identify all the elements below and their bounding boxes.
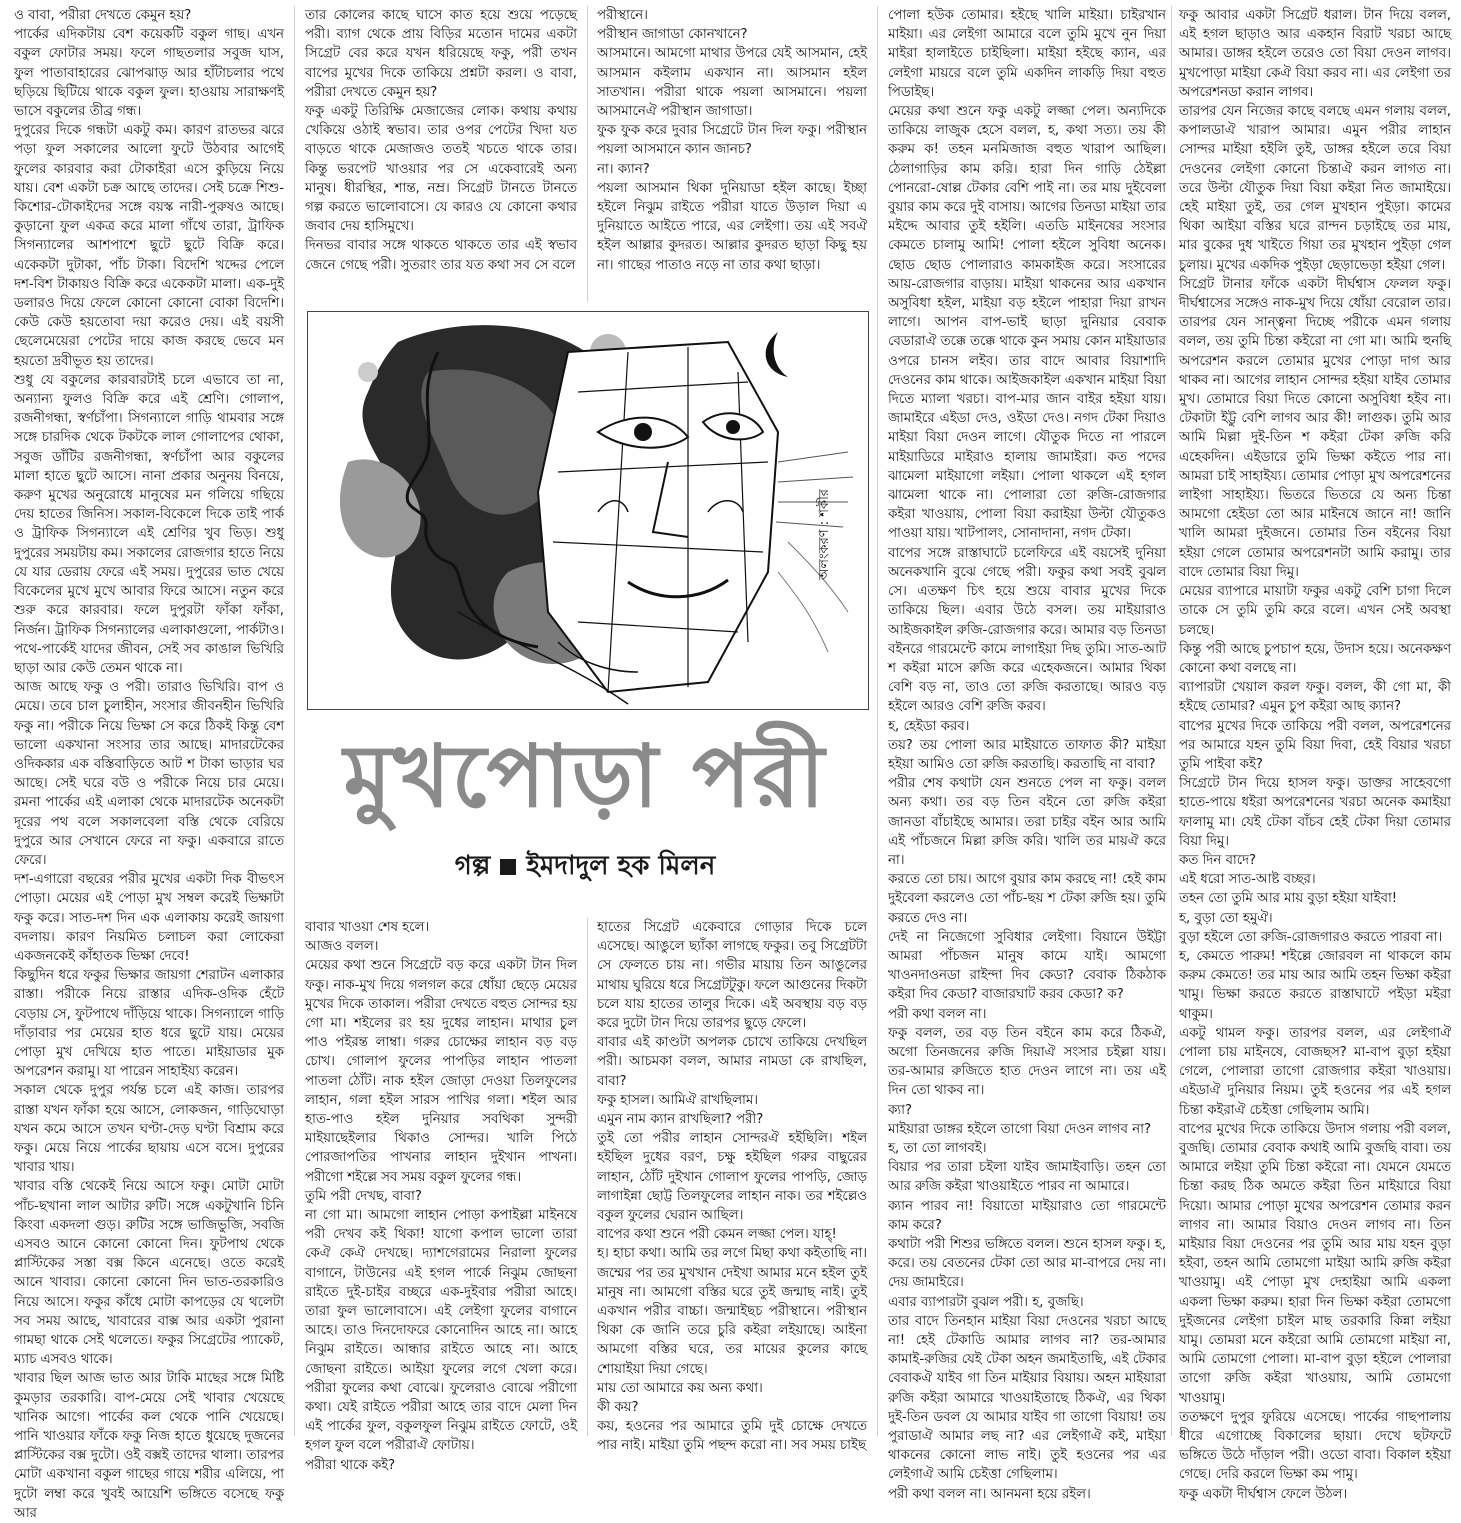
column-divider [877,6,878,1436]
paragraph: বাবার খাওয়া শেষ হলে। [305,920,430,935]
article-column-1 [14,6,284,1521]
paragraph: ও বাবা, পরীরা দেখতে কেমুন হয়? [14,8,192,23]
paragraph: তার কোলের কাছে ঘাসে কাত হয়ে শুয়ে পড়েছে পরী। ব্যাগ থেকে প্রায় বিড়ির মতোন দামের একটা সিগ্রেট বের করে যখন ধরিয়েছে ফকু, পরী তখন বাপের মুখের দিকে তাকিয়ে প্রশ্নটা করল। ও বাবা, পরীরা দেখতে কেমুন হয়? [305,8,577,100]
paragraph: বাপের কথা শুনে পরী কেমন লজ্জা পেল। যাহ্! [597,1227,837,1243]
paragraph: কত দিন বাদে? [1179,852,1257,868]
paragraph: আজ আছে ফকু ও পরী। তারাও ভিখিরি। বাপ ও মেয়ে। তবে চাল চুলাহীন, সংসার জীবনহীন ভিখিরি ফকু না। পরীকে নিয়ে ভিক্ষা সে করে ঠিকই কিন্তু বেশ ভালো একখানা সংসার তার আছে। মাদারটেকের ওদিককার এক বস্তিবাড়িতে আট শ টাকা ভাড়ার ঘর আছে। সেই ঘরে বউ ও পরীকে নিয়ে চার মেয়ে। রমনা পার্কের এই এলাকা থেকে মাদারটেক অনেকটা দূরের পথ বলে সকালবেলা বস্তি থেকে বেরিয়ে দুপুরে আর সেখানে ফেরে না ফকু। একবারে রাতে ফেরে। [14,680,284,868]
paragraph: হ, হেইডা করব। [888,718,970,734]
paragraph: হ, তা তো লাগবই। [888,1140,987,1156]
paragraph: কয়, হওনের পর আমারে তুমি দুই চোক্ষে দেখতে পার নাই। মাইয়া তুমি পছন্দ করো না। সব সময় চাইছ [597,1419,867,1454]
genre-label: গল্প [454,851,491,881]
article-column-5 [1179,6,1451,1502]
illustration-credit: অলংকরণ : শকীর [817,489,832,580]
paragraph: তুই তো পরীর লাহান সোন্দরঐ হইছিলি। শইল হইছিল দুধের বরণ, চক্ষু হইছিল গরুর বাছুরের লাহান, ঠোঁট দুইখান গোলাপ ফুলের পাপড়ি, জোড় লাগাইন্না ছোট্ট তিলফুলের লাহান নাক। তর শইল্লেও বকুল ফুলের ঘেরান আছিল। [597,1131,867,1224]
paragraph: মেয়ের কথা শুনে সিগ্রেটে বড় করে একটা টান দিল ফকু। নাক-মুখ দিয়ে গলগল করে ধোঁয়া ছেড়ে মেয়ের মুখের দিকে তাকাল। পরীরা দেখতে বহুত সোন্দর হয় গো মা। শইলের রং হয় দুধের লাহান। মাথার চুল পাও পইরন্ত লাম্বা। গরুর চোক্ষের লাহান বড় বড় চোখ। গোলাপ ফুলের পাপড়ির লাহান পাতলা পাতলা ঠোঁট। নাক হইল জোড়া দেওয়া তিলফুলের লাহান, গলা হইল সারস পাখির গলা। শইল আর হাত-পাও হইল দুনিয়ার সবথিকা সুন্দরী মাইয়াছেইলার থিকাও সোন্দর। খালি পিঠে পোরজাপতির পাখনার লাহান দুইখান পাখনা। পরীগো শইল্লে সব সময় বকুল ফুলের গন্ধ। [305,958,577,1185]
paragraph: দশ-এগারো বছরের পরীর মুখের একটা দিক বীভৎস পোড়া। মেয়ের এই পোড়া মুখ সম্বল করেই ভিক্ষাটা ফকু করে। সাত-দশ দিন এক এলাকায় করেই জায়গা বদলায়। কারণ নিয়মিত চলাচল করা লোকেরা একজনকেই কাঁহাতক ভিক্ষা দেবে! [14,872,284,964]
paragraph: পরীস্থান জাগাডা কোনখানে? [597,27,748,43]
paragraph: এবার ব্যাপারটা বুঝল পরী। হ, বুজছি। [888,1294,1084,1310]
paragraph: কথাটা পরী শিশুর ভঙ্গিতে বলল। শুনে হাসল ফকু। হ, করে। তয় বেতনের টেকা তো আর মা-বাপরে দেয় না। দেয় জামাইরে। [888,1237,1166,1291]
paragraph: দেই না নিজেগো সুবিধার লেইগা। বিয়ানে উইট্টা আমরা পাঁচজন মানুষ কামে যাই। আমগো খাওনদাওনডা রাইন্দা দিব কেডা? বেবাক ঠিকঠাক কইরা দিব কেডা? বাজারঘাট করব কেডা? ক? [888,929,1166,1003]
paragraph: খাবার ছিল আজ ভাত আর টাকি মাছের সঙ্গে মিষ্টি কুমড়ার তরকারি। বাপ-মেয়ে সেই খাবার খেয়েছে খানিক আগে। পার্কের কল থেকে পানি খেয়েছে। পানি খাওয়ার ফাঁকে ফকু নিজ হাতে ধুয়েছে দুজনের প্লাস্টিকের বক্স দুটো। ওই বক্সই তাদের থালা। তারপর মোটা একখানা বকুল গাছের গায়ে শরীর এলিয়ে, পা দুটো লম্বা করে খুবই আয়েশি ভঙ্গিতে বসেছে ফকু আর [14,1371,284,1521]
paragraph: না গো মা। আমগো লাহান পোড়া কপাইল্লা মাইনষে পরী দেখব কই থিকা! যাগো কপাল ভালো তারা কেঐ কেঐ দেখছে। দ্যাশগেরামের নিরালা ফুলের বাগানে, টাউনের এই হগল পার্কে নিঝুম জোছনা রাইতে দুই-চাইর বচ্ছরে এক-দুইবার পরীরা আহে। তারা ফুল ভালোবাসে। এই লেইগা ফুলের বাগানে আহে। তাও দিনদোফরে কোনোদিন আহে না। আহে নিঝুম রাইতে। আন্ধার রাইতে আহে না। আহে জোছনা রাইতে। আইয়া ফুলের লগে খেলা করে। পরীরা ফুলের কথা বোঝে। ফুলেরাও বোঝে পরীগো কথা। যেই রাইতে পরীরা আহে তার বাদে মেলা দিন এই পার্কের ফুল, বকুলফুল নিঝুম রাইতে ফোটে, ওই হগল ফুল বলে পরীরাঐ ফোটায়। [305,1208,577,1454]
paragraph: ক্যান পারব না! বিয়াতো মাইয়ারাও তো গারমেন্টে কাম করে? [888,1198,1166,1233]
paragraph: তহন তো তুমি আর মায় বুড়া হইয়া যাইবা! [1179,891,1398,907]
paragraph: হ, বুড়া তো হমুঐ। [1179,910,1273,926]
paragraph: না। ক্যান? [597,161,650,177]
article-column-3-bottom [597,918,868,1454]
paragraph: কিন্তু পরী আছে চুপচাপ হয়ে, উদাস হয়ে। অনেকক্ষণ কোনো কথা বলছে না। [1179,641,1451,676]
paragraph: বাপের মুখের দিকে তাকিয়ে উদাস গলায় পরী বলল, বুজছি। তোমার বেবাক কথাই আমি বুজছি বাবা। তয় আমারে লইয়া তুমি চিন্তা কইরো না। যেমনে যেমতে চিন্তা করছ ঠিক অমতে কইরা তিন মাইয়ারে বিয়া দিয়ো। আমার পোড়া মুখের অপরেশন তোমার করন লাগব না। আমার বিয়াও দেওন লাগব না। তিন মাইয়ার বিয়া দেওনের পর তুমি আর মায় যহন বুড়া হইবা, তহন আমি তোমগো মাইয়া আমি রুজি কইরা খাওয়ামু। এই পোড়া মুখ দেহাইয়া আমি একলা একলা ভিক্ষা করুম। হারা দিন ভিক্ষা কইরা তোমগো দুইজনের লেইগা চাইল মাছ তরকারি কিন্না লইয়া যামু। তোমরা মনে কইরো আমি তোমগো মাইয়া না, আমি তোমগো পোলা। মা-বাপ বুড়া হইলে পোলারা তাগো রুজি কইরা খাওয়ায়, আমি তোমগো খাওয়ামু। [1179,1121,1451,1406]
paragraph: ফুক ফুক করে দুবার সিগ্রেটে টান দিল ফকু। পরীস্থান পয়লা আসমানে ক্যান জানচ? [597,123,867,158]
article-column-2-top [305,6,577,302]
paragraph: মায় তো আমারে কয় অন্য কথা। [597,1380,763,1396]
paragraph: আসমানে। আমগো মাথার উপরে যেই আসমান, হেই আসমান কইলাম একখান না। আসমান হইল সাতখান। পরীরা থাকে পয়লা আসমানে। পয়লা আসমানেঐ পরীস্থান জাগাডা। [597,46,867,120]
square-bullet-icon [500,859,516,875]
paragraph: পরী কথা বলল না। আনমনা হয়ে রইল। [888,1486,1091,1502]
paragraph: একটু থামল ফকু। তারপর বলল, এর লেইগাঐ পোলা চায় মাইনষে, বোজছস? মা-বাপ বুড়া হইয়া গেলে, পোলারা তাগো রোজগার কইরা খাওয়ায়। এইডাঐ দুনিয়ার নিয়ম। তুই হওনের পর এই হগল চিন্তা কইরাঐ চেইত্তা গেছিলাম আমি। [1179,1025,1451,1118]
paragraph: দুপুরের দিকে গন্ধটা একটু কম। কারণ রাতভর ঝরে পড়া ফুল সকালের আলো ফুটে উঠবার আগেই ফুলের কারবার করা টোকাইরা এসে কুড়িয়ে নিয়ে যায়। বেশ একটা চক্র আছে তাদের। সেই চক্রে শিশু-কিশোর-টোকাইদের সঙ্গে বয়স্ক নারী-পুরুষও আছে। কুড়ানো ফুল একত্র করে মালা গাঁথে তারা, ট্রাফিক সিগন্যালের আশপাশে ছুটে ছুটে বিক্রি করে। একেকটা দুটাকা, পাঁচ টাকা। বিদেশি খদ্দের পেলে দশ-বিশ টাকায়ও বিক্রি করে একেকটা মালা। এক-দুই ডলারও দিয়ে ফেলে কোনো কোনো বোকা বিদেশি। কেউ কেউ হয়তোবা দয়া করেও দেয়। এই বয়সী ছেলেমেয়েরা পেটের দায়ে কাজ করছে ভেবে মন হয়তো দ্রবীভূত হয় তাদের। [14,123,284,369]
paragraph: তুমি পরী দেখছ, বাবা? [305,1188,422,1204]
paragraph: হ, কেমতে পারুম! শইল্লে জোরবল না থাকলে কাম করুম কেমতে! তর মায় আর আমি তহন ভিক্ষা কইরা খামু। ভিক্ষা করতে করতে রাস্তাঘাটে পইড়া মইরা থাকুম। [1179,948,1451,1022]
paragraph: কী কয়? [597,1400,639,1416]
paragraph: ক্যা? [888,1102,913,1118]
paragraph: পোলা হউক তোমার। হইছে খালি মাইয়া। চাইরখান মাইয়া। এর লেইগা আমারে বলে তুমি মুখে নুন দিয়া মাইরা হালাইতে চাইছিলা। মাইয়া হইছে ক্যান, এর লেইগা মায়রে বলে তুমি একদিন লাকড়ি দিয়া বহুত পিডাইছ। [888,8,1166,100]
story-title: মুখপোড়া পরী [343,726,827,827]
paragraph: ফকু বলল, তর বড় তিন বইনে কাম করে ঠিকঐ, অগো তিনজনের রুজি দিয়াঐ সংসার চইল্লা যায়। তর-আমার রুজিতে হাত দেওন লাগে না। তয় এই দিন তো থাকব না। [888,1025,1166,1099]
paragraph: ফকু হাসল। আমিঐ রাখছিলাম। [597,1092,759,1108]
paragraph: তয়? তয় পোলা আর মাইয়াতে তাফাত কী? মাইয়া হইয়া আমিও তো রুজি করতাছি। করতাছি না বাবা? [888,737,1166,772]
paragraph: বাপের সঙ্গে রাস্তাঘাটে চলেফিরে এই বয়সেই দুনিয়া অনেকখানি বুঝে গেছে পরী। ফকুর কথা সবই বুঝল সে। এতক্ষণ চিৎ হয়ে শুয়ে বাবার মুখের দিকে তাকিয়ে ছিল। এবার উঠে বসল। তয় মাইয়ারাও আইজকাইল রুজি-রোজগার করে। আমার বড় তিনডা বইনরে গারমেন্টে কামে লাগাইয়া দিছ তুমি। সাত-আট শ কইরা মাসে রুজি করে এহেকজনে। আমার থিকা বেশি বড় না, তাও তো রুজি করতাছে। আরও বড় হইলে আরও বেশি রুজি করব। [888,545,1166,715]
column-divider [587,918,588,1436]
paragraph: খাবার বস্তি থেকেই নিয়ে আসে ফকু। মোটা মোটা পাঁচ-ছখানা লাল আটার রুটি। সঙ্গে একটুখানি চিনি কিংবা একদলা গুড়। রুটির সঙ্গে ভাজিভুজি, সবজি এসবও আনে কোনো কোনো দিন। ফুটপাথ থেকে প্লাস্টিকের সস্তা বক্স কিনে এনেছে। ওতে করেই আনে খাবার। কোনো কোনো দিন ভাত-তরকারিও নিয়ে আসে। ফকুর কাঁধে মোটা কাপড়ের যে থলেটা সব সময় আছে, খাবারের বাক্স আর একটা পুরানা গামছা থাকে সেই থলেতে। ফকুর সিগ্রেটের প্যাকেট, ম্যাচ এসবও থাকে। [14,1179,284,1368]
paragraph: ব্যাপারটা খেয়াল করল ফকু। বলল, কী গো মা, কী হইছে তোমার? এমুন চুপ কইরা আছ ক্যান? [1179,680,1451,715]
paragraph: বুড়া হইলে তো রুজি-রোজগারও করতে পারবা না। [1179,929,1443,945]
article-column-3-top [597,6,867,302]
paragraph: বিয়ার পর তারা চইলা যাইব জামাইবাড়ি। তহন তো আর রুজি কইরা খাওয়াইতে পারব না আমারে। [888,1160,1166,1195]
paragraph: পরীরা থাকে কই? [305,1457,396,1473]
paragraph: সকাল থেকে দুপুর পর্যন্ত চলে এই কাজ। তারপর রাস্তা যখন ফাঁকা হয়ে আসে, লোকজন, গাড়িঘোড়া যখন কমে আসে তখন ঘণ্টা-দেড় ঘণ্টা বিশ্রাম করে ফকু। মেয়ে নিয়ে পার্কের ছায়ায় এসে বসে। দুপুরের খাবার খায়। [14,1083,284,1176]
paragraph: তার বাদে তিনহান মাইয়া বিয়া দেওনের খরচা আছে না! হেই টেকাডি আমার লাগব না? তর-আমার কামাই-রুজির যেই টেকা অহন জমাইতাছি, এই টেকার বেবাকঐ যাইব গা তিন মাইয়ার বিয়ায়। অহন মাইয়ারা রুজি কইরা আমারে খাওয়াইতাছে ঠিকঐ, এর থিকা দুই-তিন ডবল যে আমার যাইব গা তাগো বিয়ায়! তয় পুরাডাঐ আমার লছ না? এর লেইগাঐ কই, মাইয়া থাকনের কোনো লাভ নাই। তুই হওনের পর এর লেইগাঐ আমি চেইত্তা গেছিলাম। [888,1313,1166,1483]
paragraph: কিছুদিন ধরে ফকুর ভিক্ষার জায়গা শেরাটন এলাকার রাস্তা। পরীকে নিয়ে রাস্তার এদিক-ওদিক হেঁটে বেড়ায় সে, ফুটপাথে দাঁড়িয়ে থাকে। সিগন্যালে গাড়ি দাঁড়াবার পর মেয়ের হাত ধরে ছুটে যায়। মেয়ের পোড়া মুখ দেখিয়ে হাত পাতে। মাইয়াডার মুক অপরেশন করামু। যা পারেন সাহাইয্য করেন। [14,968,284,1080]
paragraph: বাপের মুখের দিকে তাকিয়ে পরী বলল, অপরেশনের পর আমারে যহন তুমি বিয়া দিবা, হেই বিয়ার খরচা তুমি পাইবা কই? [1179,718,1451,772]
author-name: ইমদাদুল হক মিলন [526,851,716,881]
paragraph: দিনভর বাবার সঙ্গে থাকতে থাকতে তার এই স্বভাব জেনে গেছে পরী। সুতরাং তার যত কথা সব সে বলে [305,238,577,273]
column-divider [294,6,295,1436]
paragraph: তারপর যেন নিজের কাছে বলছে এমন গলায় বলল, কপালডাঐ খারাপ আমার। এমুন পরীর লাহান সোন্দর মাইয়া হইলি তুই, ডাঙ্গর হইলে তরে বিয়া দেওনের লেইগা কোনো চিন্তাঐ করন লাগত না। তরে উল্টা যৌতুক দিয়া বিয়া কইরা নিত জামাইয়ে। হেই মাইয়া তুই, তর গেল মুখহান পুইড়া। কামের থিকা আইয়া বস্তির ঘরে রান্দন চড়াইছে তর মায়, মার বুকের দুধ খাইতে গিয়া তর মুখহান পুইড়া গেল চুলায়। মুখের একদিক পুইড়া ছেড়াভেড়া হইয়া গেল। [1179,104,1451,273]
paragraph: হাতের সিগ্রেট একেবারে গোড়ার দিকে চলে এসেছে। আঙুলে ছ্যাঁকা লাগছে ফকুর। তবু সিগ্রেটটা সে ফেলতে চায় না। গভীর মায়ায় তিন আঙুলের মাথায় ঘুরিয়ে ধরে সিগ্রেটটুকু। ফলে আগুনের দিকটা চলে যায় হাতের তালুর দিকে। এই অবস্থায় বড় বড় করে দুটো টান দিয়ে তারপর ছুড়ে ফেলে। [597,920,868,1032]
byline [300,845,870,889]
paragraph: পরীর শেষ কথাটা যেন শুনতে পেল না ফকু। বলল অন্য কথা। তর বড় তিন বইনে তো রুজি কইরা জানডা বাঁচাইছে আমার। তরা চাইর বইন আর আমি এই পাঁচজনে মিল্লা রুজি করি। খালি তর মায়ঐ করে না। [888,776,1166,868]
paragraph: পরী কথা বলল না। [888,1006,987,1022]
article-column-2-bottom [305,918,577,1473]
paragraph: পরীস্থানে। [597,8,648,23]
column-divider [1171,6,1172,1436]
paragraph: সিগ্রেট টানার ফাঁকে একটা দীর্ঘশ্বাস ফেলল ফকু। দীর্ঘশ্বাসের সঙ্গেও নাক-মুখ দিয়ে ধোঁয়া বেরোল তার। তারপর যেন সান্ত্বনা দিচ্ছে পরীকে এমন গলায় বলল, তয় তুমি চিন্তা কইরো না গো মা। আমি হুনছি অপরেশন করলে তোমার মুখের পোড়া দাগ আর থাকব না। আগের লাহান সোন্দর হইয়া যাইব তোমার মুখ। তোমারে বিয়া দিতে কোনো অসুবিধা হইব না। টেকাটা ইট্টু বেশি লাগব আর কী! লাগুক। তুমি আর আমি মিল্লা দুই-তিন শ কইরা টেকা রুজি করি এহেকদিন। এইডারে তুমি ভিক্ষা কইতে পার না। আমরা চাই সাহাইয্য। তোমার পোড়া মুখ অপরেশনের লাইগা সাহাইয্য। ভিতরে ভিতরে যে অন্য চিন্তা আমগো হেইডা তো আর মাইনষে জানে না! জানি খালি আমরা দুইজনে। তোমার তিন বইনের বিয়া হইয়া গেলে তোমার অপরেশনটা আমি করামু। তার বাদে তোমার বিয়া দিমু। [1179,276,1451,580]
paragraph: করতে তো চায়। আগে বুয়ার কাম করছে না! হেই কাম দুইবেলা করলেও তো পাঁচ-ছয় শ টেকা রুজি হয়। তুমি করতে দেও না। [888,872,1166,926]
story-illustration [307,311,869,710]
article-column-4 [888,6,1166,1502]
paragraph: সিগ্রেটে টান দিয়ে হাসল ফকু। ডাক্তর সাহেবগো হাতে-পায়ে ধইরা অপরেশনের খরচা অনেক কমাইয়া ফালামু মা। যেই টেকা বাঁচব হেই টেকা দিয়া তোমার বিয়া দিমু। [1179,776,1451,849]
paragraph: ফকু একটা দীর্ঘশ্বাস ফেলে উঠল। [1179,1486,1348,1502]
column-divider [587,6,588,302]
paragraph: ততক্ষণে দুপুর ফুরিয়ে এসেছে। পার্কের গাছপালায় ধীরে এগোচ্ছে বিকালের ছায়া। দেখে ছটফটে ভঙ্গিতে উঠে দাঁড়াল পরী। ওডো বাবা। বিকাল হইয়া গেছে। দেরি করলে ভিক্ষা কম পামু। [1179,1409,1451,1483]
paragraph: আজও বলল। [305,939,379,955]
paragraph: মেয়ের ব্যাপারে মায়াটা ফকুর একটু বেশি চাগা দিলে তাকে সে তুমি তুমি করে বলে। এখন সেই অবস্থা চলছে। [1179,584,1451,638]
paragraph: এই ধরো সাত-আষ্ট বচ্ছর। [1179,872,1316,888]
paragraph: পার্কের এদিকটায় বেশ কয়েকটি বকুল গাছ। এখন বকুল ফোটার সময়। ফলে গাছতলার সবুজ ঘাস, ফুল পাতাবাহারের ঝোপঝাড় আর হাঁটাচলার পথে ছড়িয়ে ছিটিয়ে থাকে বকুল ফুল। হাওয়ায় সারাক্ষণই ভাসে বকুলের তীব্র গন্ধ। [14,27,284,120]
paragraph: মেয়ের কথা শুনে ফকু একটু লজ্জা পেল। অন্যদিকে তাকিয়ে লাজুক হেসে বলল, হ, কথা সত্য। তয় কী করুম ক! তহন মনমিজাজ বহুত খারাপ আছিল। ঠেলাগাড়ির কাম করি। হারা দিন গাড়ি ঠেইল্লা পোনরো-ষোল্ল টেকার বেশি পাই না। তর মায় দুইবেলা বুয়ার কাম করে দুই বাসায়। আগের তিনডা মাইয়া তার মইদ্দে আবার তুই হইলি। এতডি মাইনষের সংসার কেমতে চালামু আমি! পোলা হইলে সুবিধা অনেক। ছোড ছোড পোলারাও কামকাইজ করে। সংসারের আয়-রোজগার বাড়ায়। মাইয়া থাকনের আর একখান অসুবিধা হইল, মাইয়া বড় হইলে পাহারা দিয়া রাখন লাগে। আপন বাপ-ভাই ছাড়া দুনিয়ার বেবাক বেডারাঐ তক্কে তক্কে থাকে কুন সমায় কোন মাইয়াডার ওপরে চানস লইব। তার বাদে আবার বিয়াশাদি দেওনের কাম থাকে। আইজকাইল একখান মাইয়া বিয়া দিতে ম্যালা খরচা। বাপ-মার জান বাইর হইয়া যায়। জামাইরে এইডা দেও, ওইডা দেও। নগদ টেকা দিয়াও মাইয়া বিয়া দেওন লাগে। যৌতুক দিতে না পারলে মাইয়াডিরে মাইরাও হালায় জামাইরা। কত পদের ঝামেলা মাইয়াগো লইয়া। পোলা থাকলে এই হগল ঝামেলা থাকে না। পোলারা তো রুজি-রোজগার কইরা খাওয়ায়, পোলা বিয়া করাইয়া উল্টা যৌতুকও পাওয়া যায়। খাটপালং, সোনাদানা, নগদ টেকা। [888,104,1166,542]
paragraph: ফকু আবার একটা সিগ্রেট ধরাল। টান দিয়ে বলল, এই হগল ছাড়াও আর একহান বিরাট খরচা আছে আমার। ডাঙ্গর হইলে তরেও তো বিয়া দেওন লাগব। মুখপোড়া মাইয়া কেঐ বিয়া করব না। এর লেইগা তর অপরেশনডা করান লাগব। [1179,8,1451,100]
paragraph: ফকু একটু তিরিক্ষি মেজাজের লোক। কথায় কথায় খেকিয়ে ওঠাই স্বভাব। তার ওপর পেটের খিদা যত বাড়তে থাকে মেজাজও ততই খচতে থাকে তার। কিন্তু ভরপেট খাওয়ার পর সে একেবারেই অন্য মানুষ। ধীরস্থির, শান্ত, নম্র। সিগ্রেট টানতে টানতে গল্প করতে ভালোবাসে। যে কারও যে কোনো কথার জবাব দেয় হাসিমুখে। [305,104,577,235]
paragraph: হ। হাচা কথা। আমি তর লগে মিছা কথা কইতাছি না। জম্মের পর তর মুখখান দেইখা আমার মনে হইল তুই মানুষ না। আমগো বস্তির ঘরে তুই জন্মাছ নাই। তুই একখান পরীর বাচ্চা। জন্মাইছচ পরীস্থানে। পরীস্থান থিকা কে জানি তরে চুরি কইরা লইয়াছে। আইনা আমগো বস্তির ঘরে, তর মায়ের কুলের কাছে শোয়াইয়া দিয়া গেছে। [597,1246,867,1377]
paragraph: এমুন নাম ক্যান রাখছিলা? পরী? [597,1112,764,1128]
paragraph: মাইয়ারা ডাঙ্গর হইলে তাগো বিয়া দেওন লাগব না? [888,1121,1152,1137]
paragraph: শুধু যে বকুলের কারবারটাই চলে এভাবে তা না, অন্যান্য ফুলও বিক্রি করে এই শ্রেণি। গোলাপ, রজনীগন্ধা, স্বর্ণচাঁপা। সিগন্যালে গাড়ি থামবার সঙ্গে সঙ্গে চারদিক থেকে টকটকে লাল গোলাপের থোকা, সবুজ ডাঁটির রজনীগন্ধা, স্বর্ণচাঁপা আর বকুলের মালা হাতে ছুটে আসে। নানা প্রকার অনুনয় বিনয়ে, করুণ মুখের অনুরোধে মানুষের মন গলিয়ে গছিয়ে দেয় হাতের জিনিস। সকাল-বিকেলে দিকে তাই পার্ক ও ট্রাফিক সিগন্যালে এই শ্রেণির খুব ভিড়। শুধু দুপুরের সময়টায় কম। সকালের রোজগার হাতে নিয়ে যে যার ডেরায় ফেরে এই সময়। দুপুরের ভাত খেয়ে বিকেলের মুখে মুখে আবার ফিরে আসে। নতুন করে শুরু করে কারবার। ফলে দুপুরটা ফাঁকা ফাঁকা, নির্জন। ট্রাফিক সিগন্যালের এলাকাগুলো, পার্কটাও। পথে-পার্কেই যাদের জীবন, সেই সব কাঙাল ভিখিরি ছাড়া আর কেউ তেমন থাকে না। [14,372,284,676]
paragraph: বাবার এই কাণ্ডটা অপলক চোখে তাকিয়ে দেখছিল পরী। আচমকা বলল, আমার নামডা কে রাখছিল, বাবা? [597,1035,867,1089]
paragraph: পয়লা আসমান থিকা দুনিয়াডা হইল কাছে। ইচ্ছা হইলে নিঝুম রাইতে পরীরা যাতে উড়াল দিয়া এ দুনিয়াতে আইতে পারে, এর লেইগা। তয় এই সবঐ হইল আল্লার কুদরত। আল্লার কুদরত ছাড়া কিছু হয় না। গাছের পাতাও নড়ে না তার কথা ছাড়া। [597,180,867,273]
